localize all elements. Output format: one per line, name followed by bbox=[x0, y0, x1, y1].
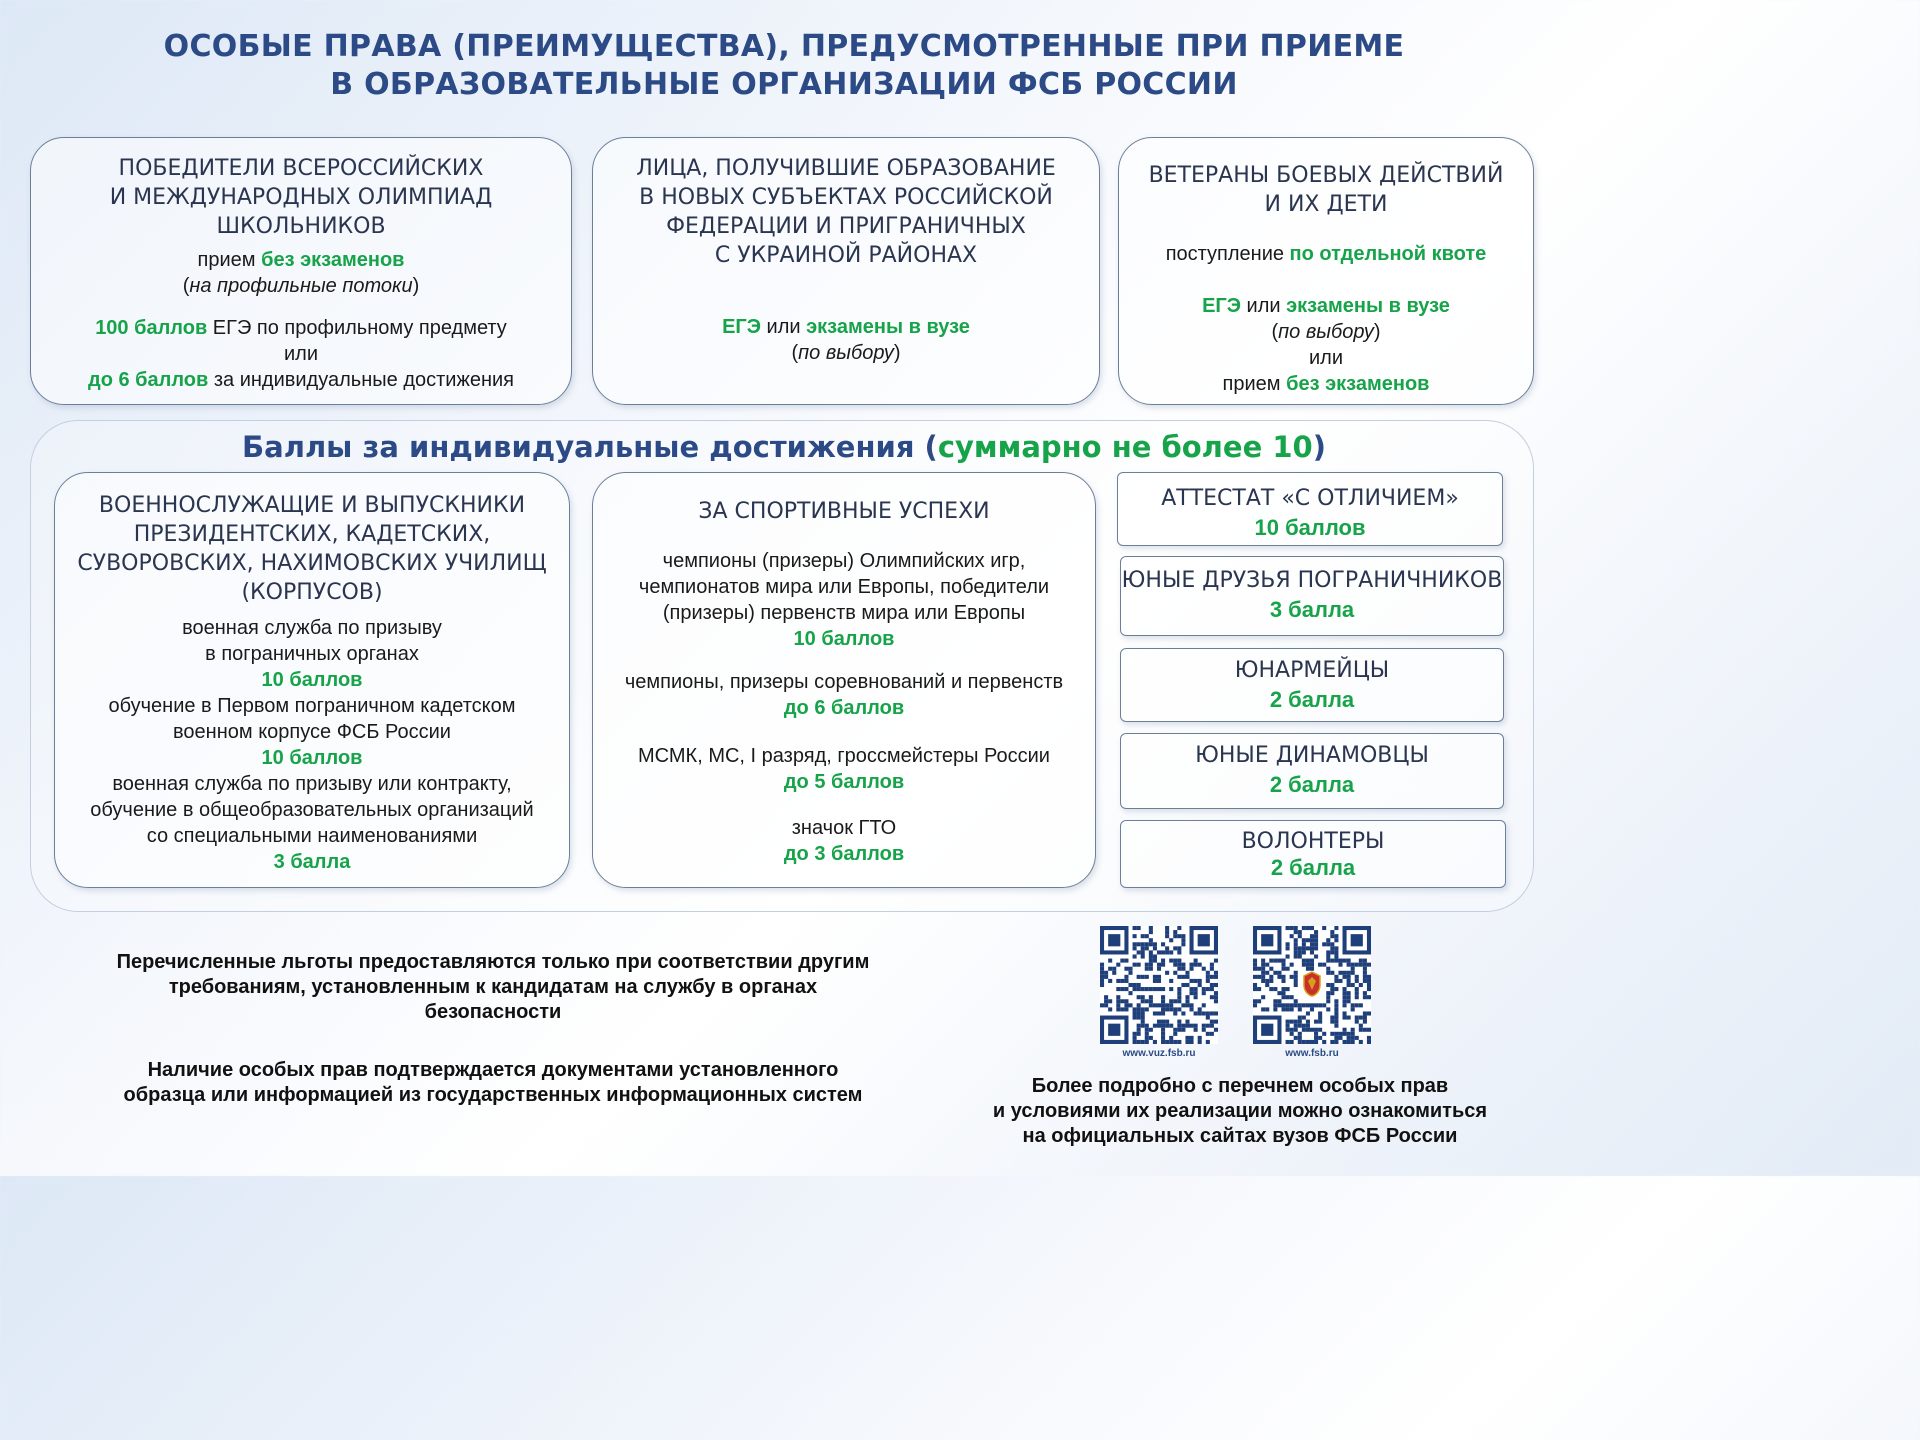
military-card bbox=[54, 472, 570, 888]
new-subjects-heading: ЛИЦА, ПОЛУЧИВШИЕ ОБРАЗОВАНИЕ В НОВЫХ СУБЪЕКТАХ РОССИЙСКОЙ ФЕДЕРАЦИИ И ПРИГРАНИЧНЫХ С УКРАИНОЙ РАЙОНАХ bbox=[636, 156, 1056, 268]
title-line-2: В ОБРАЗОВАТЕЛЬНЫЕ ОРГАНИЗАЦИИ ФСБ РОССИИ bbox=[330, 67, 1238, 102]
achievements-title: Баллы за индивидуальные достижения (суммарно не более 10) bbox=[242, 430, 1326, 464]
veterans-exams: ЕГЭ или экзамены в вузе bbox=[1202, 295, 1450, 317]
right-item-yunarmia: ЮНАРМЕЙЦЫ 2 балла bbox=[1120, 648, 1504, 722]
olympiad-note: (на профильные потоки) bbox=[182, 275, 420, 297]
sport-competitions: чемпионы, призеры соревнований и первенств до 6 баллов bbox=[593, 669, 1095, 721]
sport-gto: значок ГТО до 3 баллов bbox=[593, 815, 1095, 867]
sport-card bbox=[592, 472, 1096, 888]
new-subjects-exams: ЕГЭ или экзамены в вузе bbox=[722, 316, 970, 338]
olympiad-or: или bbox=[283, 343, 318, 365]
new-subjects-card bbox=[592, 137, 1100, 405]
new-subjects-choice: (по выбору) bbox=[791, 342, 901, 364]
note-requirements: Перечисленные льготы предоставляются только при соответствии другим требованиям, установленным к кандидатам на службу в органах безопасности bbox=[116, 951, 870, 1023]
military-points-2: 10 баллов bbox=[261, 747, 363, 769]
note-details: Более подробно с перечнем особых прав и условиями их реализации можно ознакомиться на официальных сайтах вузов ФСБ России bbox=[992, 1075, 1488, 1147]
veterans-choice: (по выбору) bbox=[1271, 321, 1381, 343]
qr-code-fsb[interactable] bbox=[1253, 926, 1371, 1044]
sport-points-2: до 6 баллов bbox=[783, 697, 905, 719]
right-item-dynamo: ЮНЫЕ ДИНАМОВЦЫ 2 балла bbox=[1120, 733, 1504, 809]
military-points-3: 3 балла bbox=[273, 851, 351, 873]
qr-label-fsb[interactable]: www.fsb.ru bbox=[1285, 1048, 1339, 1059]
right-item-volunteers: ВОЛОНТЕРЫ 2 балла bbox=[1120, 820, 1506, 888]
sport-heading: ЗА СПОРТИВНЫЕ УСПЕХИ bbox=[698, 499, 990, 524]
military-conscription: военная служба по призыву в пограничных органах 10 баллов обучение в Первом пограничном кадетском военном корпусе ФСБ России 10 баллов военная служба по призыву или контракту, обучение в общеобразовательных организаций со специальными наименованиями 3 балла bbox=[55, 615, 569, 875]
veterans-quota: поступление по отдельной квоте bbox=[1165, 243, 1487, 265]
qr-code-vuz[interactable] bbox=[1100, 926, 1218, 1044]
veterans-no-exams: прием без экзаменов bbox=[1222, 373, 1430, 395]
veterans-card bbox=[1118, 137, 1534, 405]
qr-code-icon bbox=[1100, 926, 1218, 1044]
note-documents: Наличие особых прав подтверждается документами установленного образца или информацией из государственных информационных систем bbox=[123, 1059, 863, 1106]
title-line-1: ОСОБЫЕ ПРАВА (ПРЕИМУЩЕСТВА), ПРЕДУСМОТРЕННЫЕ ПРИ ПРИЕМЕ bbox=[163, 29, 1405, 64]
sport-points-1: 10 баллов bbox=[793, 628, 895, 650]
sport-points-4: до 3 баллов bbox=[783, 843, 905, 865]
veterans-heading: ВЕТЕРАНЫ БОЕВЫХ ДЕЙСТВИЙ И ИХ ДЕТИ bbox=[1148, 163, 1504, 217]
olympiad-admission: прием без экзаменов bbox=[197, 249, 405, 271]
sport-olympic: чемпионы (призеры) Олимпийских игр, чемпионатов мира или Европы, победители (призеры) первенств мира или Европы 10 баллов bbox=[593, 548, 1095, 652]
olympiad-100-points: 100 баллов ЕГЭ по профильному предмету bbox=[95, 317, 507, 339]
veterans-or: или bbox=[1308, 347, 1343, 369]
military-heading: ВОЕННОСЛУЖАЩИЕ И ВЫПУСКНИКИ ПРЕЗИДЕНТСКИХ, КАДЕТСКИХ, СУВОРОВСКИХ, НАХИМОВСКИХ УЧИЛИЩ (КОРПУСОВ) bbox=[77, 493, 547, 605]
right-item-border-friends: ЮНЫЕ ДРУЗЬЯ ПОГРАНИЧНИКОВ 3 балла bbox=[1120, 556, 1504, 636]
page-title bbox=[0, 28, 1568, 104]
military-points-1: 10 баллов bbox=[261, 669, 363, 691]
right-item-attestat: АТТЕСТАТ «С ОТЛИЧИЕМ» 10 баллов bbox=[1117, 472, 1503, 546]
olympiad-card bbox=[30, 137, 572, 405]
sport-ranks: МСМК, МС, I разряд, гроссмейстеры России до 5 баллов bbox=[593, 743, 1095, 795]
olympiad-6-points: до 6 баллов за индивидуальные достижения bbox=[88, 369, 514, 391]
olympiad-heading: ПОБЕДИТЕЛИ ВСЕРОССИЙСКИХ И МЕЖДУНАРОДНЫХ ОЛИМПИАД ШКОЛЬНИКОВ bbox=[109, 156, 493, 239]
sport-points-3: до 5 баллов bbox=[783, 771, 905, 793]
fsb-emblem-icon bbox=[1302, 971, 1322, 997]
qr-label-vuz[interactable]: www.vuz.fsb.ru bbox=[1122, 1048, 1196, 1059]
